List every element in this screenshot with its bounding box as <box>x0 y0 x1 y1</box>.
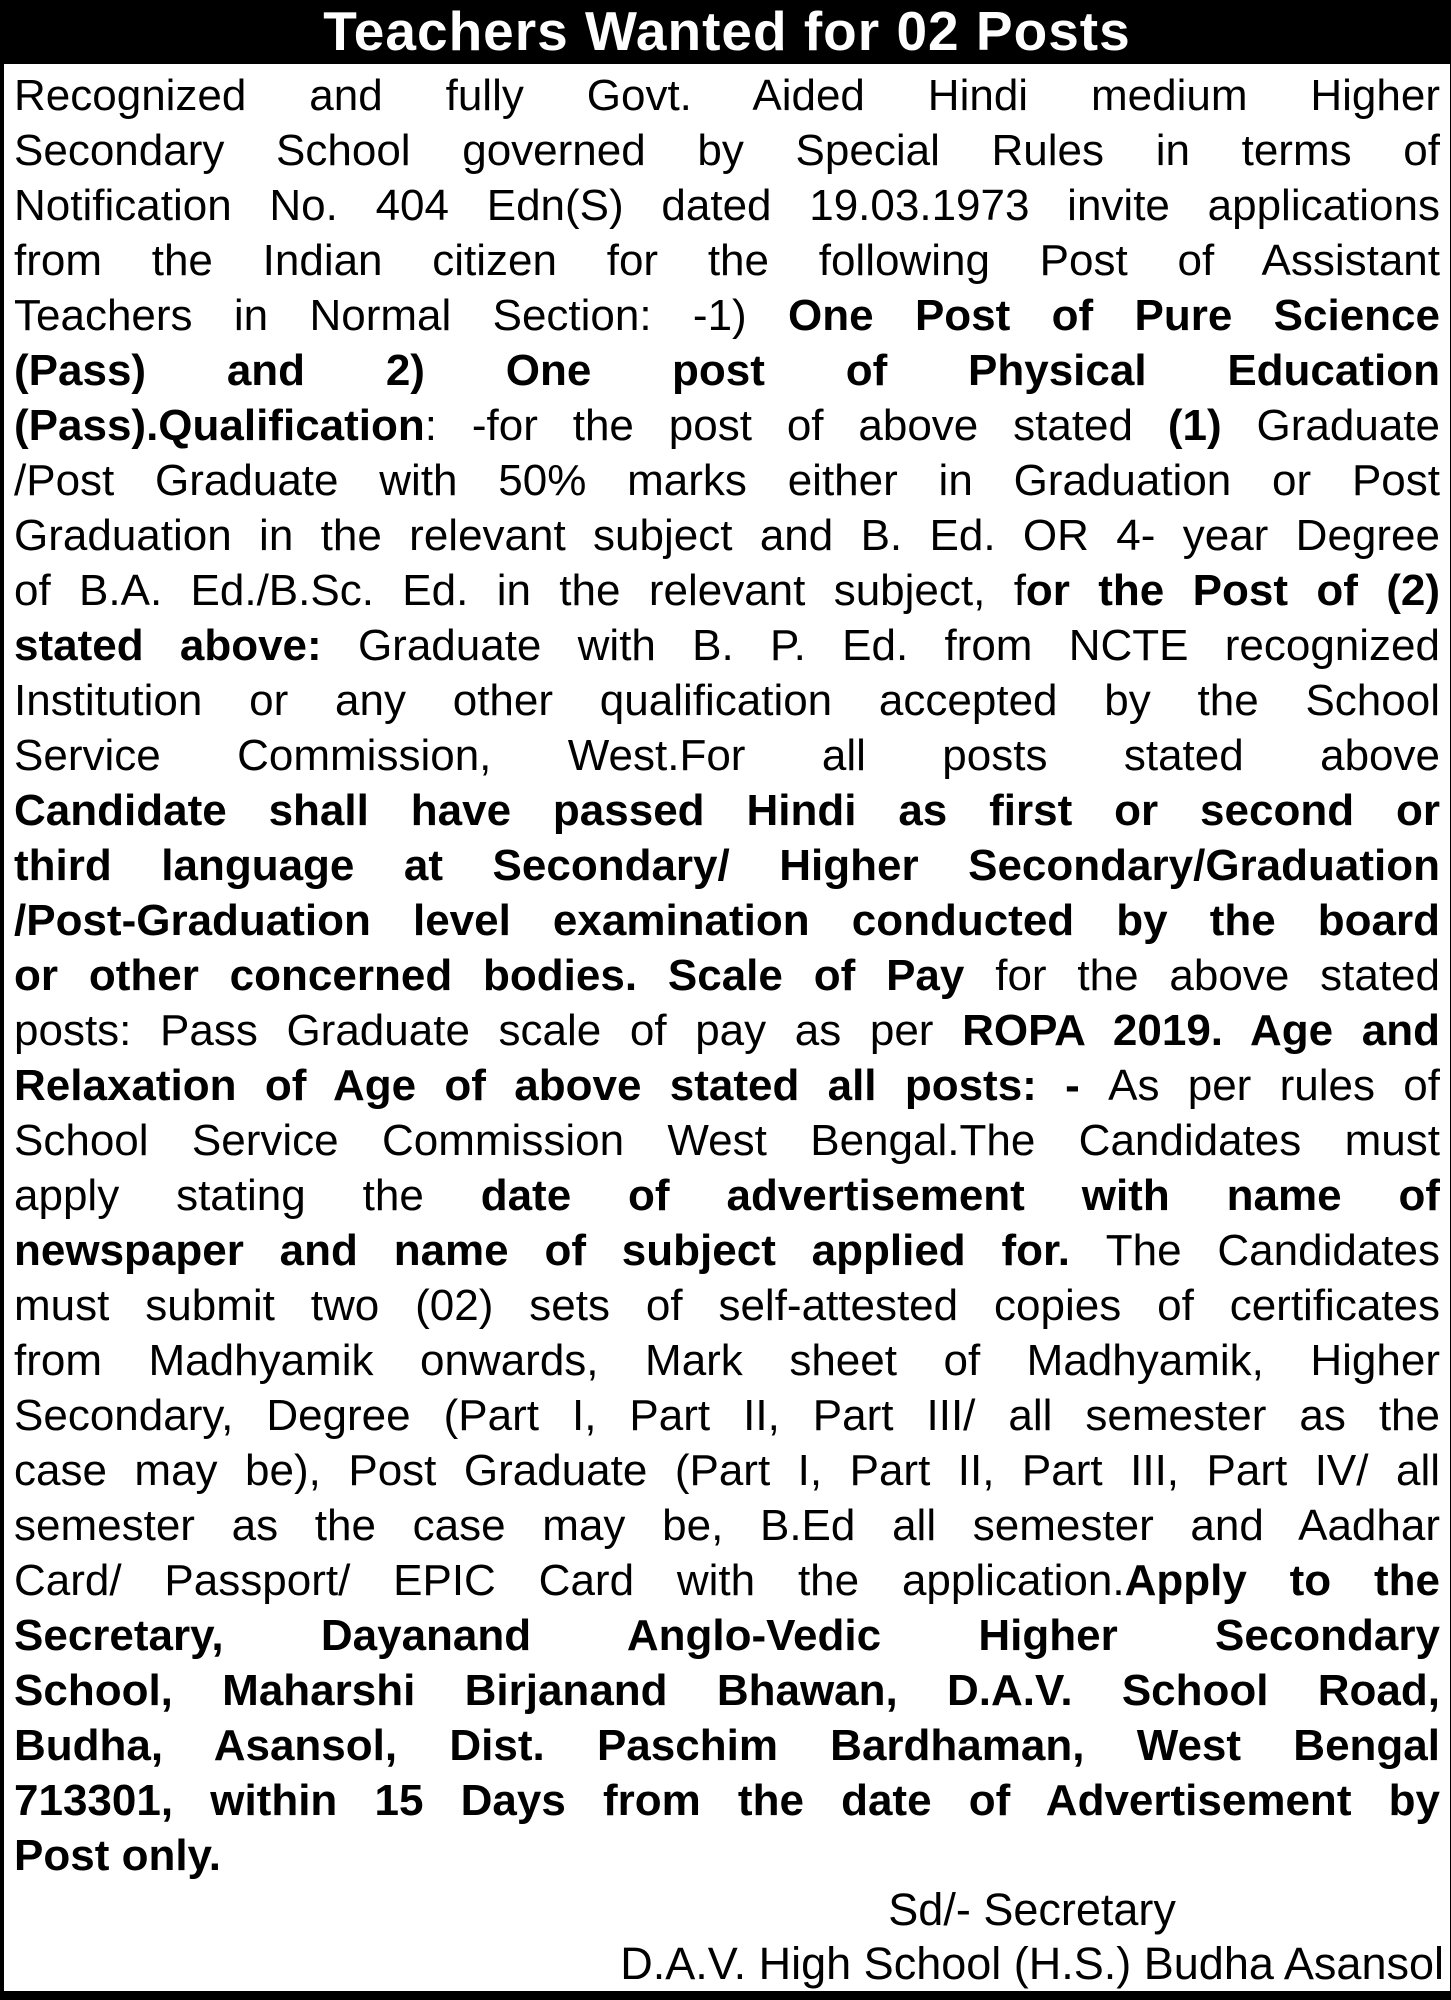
bold-text-segment: or other concerned bodies. Scale of Pay <box>14 951 996 1000</box>
text-segment: of B.A. Ed./B.Sc. Ed. in the relevant subject, f <box>14 566 1026 615</box>
body-line <box>14 68 1440 123</box>
bold-text-segment: Budha, Asansol, Dist. Paschim Bardhaman, West Bengal <box>14 1721 1440 1770</box>
body-line <box>14 1003 1440 1058</box>
body-line <box>14 893 1440 948</box>
text-segment: Secondary, Degree (Part I, Part II, Part III/ all semester as the <box>14 1391 1440 1440</box>
text-segment: from the Indian citizen for the following Post of Assistant <box>14 236 1440 285</box>
text-segment: semester as the case may be, B.Ed all semester and Aadhar <box>14 1501 1440 1550</box>
body-line <box>14 1718 1440 1773</box>
body-line <box>14 1223 1440 1278</box>
signature-school: D.A.V. High School (H.S.) Budha Asansol <box>620 1938 1444 1989</box>
text-segment: The Candidates <box>1105 1226 1440 1275</box>
body-line <box>14 343 1440 398</box>
body-line <box>14 123 1440 178</box>
body-line <box>14 1168 1440 1223</box>
text-segment: Service Commission, West.For all posts stated above <box>14 731 1440 780</box>
text-segment: Notification No. 404 Edn(S) dated 19.03.1973 invite applications <box>14 181 1440 230</box>
bold-text-segment: date of advertisement with name of <box>480 1171 1440 1220</box>
body-line <box>14 288 1440 343</box>
bold-text-segment: newspaper and name of subject applied for. <box>14 1226 1106 1275</box>
bold-text-segment: /Post-Graduation level examination conducted by the board <box>14 896 1440 945</box>
body-line <box>14 948 1440 1003</box>
signature-secretary: Sd/- Secretary <box>888 1884 1176 1935</box>
bold-text-segment: School, Maharshi Birjanand Bhawan, D.A.V. School Road, <box>14 1666 1440 1715</box>
body-line <box>14 1443 1440 1498</box>
text-segment: posts: Pass Graduate scale of pay as per <box>14 1006 963 1055</box>
bottom-border-rule <box>0 1991 1451 2000</box>
body-line <box>14 728 1440 783</box>
bold-text-segment: stated above: <box>14 621 358 670</box>
text-segment: Graduate with B. P. Ed. from NCTE recognized <box>357 621 1440 670</box>
bold-text-segment: (1) <box>1167 401 1222 450</box>
body-line <box>14 453 1440 508</box>
bold-text-segment: Secretary, Dayanand Anglo-Vedic Higher Secondary <box>14 1611 1440 1660</box>
bold-text-segment: or the Post of (2) <box>1025 566 1440 615</box>
text-segment: for the above stated <box>995 951 1440 1000</box>
bold-text-segment: One Post of Pure Science <box>788 291 1440 340</box>
body-line <box>14 1773 1440 1828</box>
ad-title-bar <box>4 0 1450 64</box>
body-line <box>14 1278 1440 1333</box>
text-segment: Graduate <box>1221 401 1440 450</box>
body-line <box>14 1388 1440 1443</box>
text-segment: /Post Graduate with 50% marks either in Graduation or Post <box>14 456 1440 505</box>
text-segment: School Service Commission West Bengal.The Candidates must <box>14 1116 1440 1165</box>
bold-text-segment: 713301, within 15 Days from the date of Advertisement by <box>14 1776 1440 1825</box>
bold-text-segment: (Pass).Qualification <box>14 401 425 450</box>
text-segment: Institution or any other qualification accepted by the School <box>14 676 1440 725</box>
body-line <box>14 563 1440 618</box>
text-segment: Graduation in the relevant subject and B. Ed. OR 4- year Degree <box>14 511 1440 560</box>
body-line <box>14 618 1440 673</box>
body-line <box>14 783 1440 838</box>
text-segment: must submit two (02) sets of self-attested copies of certificates <box>14 1281 1440 1330</box>
body-line <box>14 1333 1440 1388</box>
body-line <box>14 1113 1440 1168</box>
body-line <box>14 1553 1440 1608</box>
body-line <box>14 398 1440 453</box>
bold-text-segment: Apply to the <box>1124 1556 1440 1605</box>
body-line <box>14 1608 1440 1663</box>
text-segment: Recognized and fully Govt. Aided Hindi medium Higher <box>14 71 1440 120</box>
ad-body-text <box>4 64 1450 1883</box>
bold-text-segment: third language at Secondary/ Higher Secondary/Graduation <box>14 841 1440 890</box>
bold-text-segment: Relaxation of Age of above stated all posts: - <box>14 1061 1109 1110</box>
text-segment: : -for the post of above stated <box>424 401 1168 450</box>
body-line <box>14 508 1440 563</box>
signature-block <box>620 1883 1444 1991</box>
body-line <box>14 1828 1440 1883</box>
body-line <box>14 1498 1440 1553</box>
bold-text-segment: (Pass) and 2) One post of Physical Education <box>14 346 1440 395</box>
text-segment: apply stating the <box>14 1171 481 1220</box>
body-line <box>14 1663 1440 1718</box>
body-line <box>14 233 1440 288</box>
text-segment: case may be), Post Graduate (Part I, Part II, Part III, Part IV/ all <box>14 1446 1440 1495</box>
text-segment: As per rules of <box>1108 1061 1440 1110</box>
text-segment: Card/ Passport/ EPIC Card with the application. <box>14 1556 1125 1605</box>
body-line <box>14 838 1440 893</box>
text-segment: Teachers in Normal Section: -1) <box>14 291 789 340</box>
text-segment: Secondary School governed by Special Rules in terms of <box>14 126 1440 175</box>
body-line <box>14 1058 1440 1113</box>
bold-text-segment: Candidate shall have passed Hindi as first or second or <box>14 786 1440 835</box>
bold-text-segment: ROPA 2019. Age and <box>962 1006 1440 1055</box>
ad-title: Teachers Wanted for 02 Posts <box>323 0 1131 62</box>
text-segment: from Madhyamik onwards, Mark sheet of Madhyamik, Higher <box>14 1336 1440 1385</box>
bold-text-segment: Post only. <box>14 1831 221 1880</box>
body-line <box>14 178 1440 233</box>
body-line <box>14 673 1440 728</box>
